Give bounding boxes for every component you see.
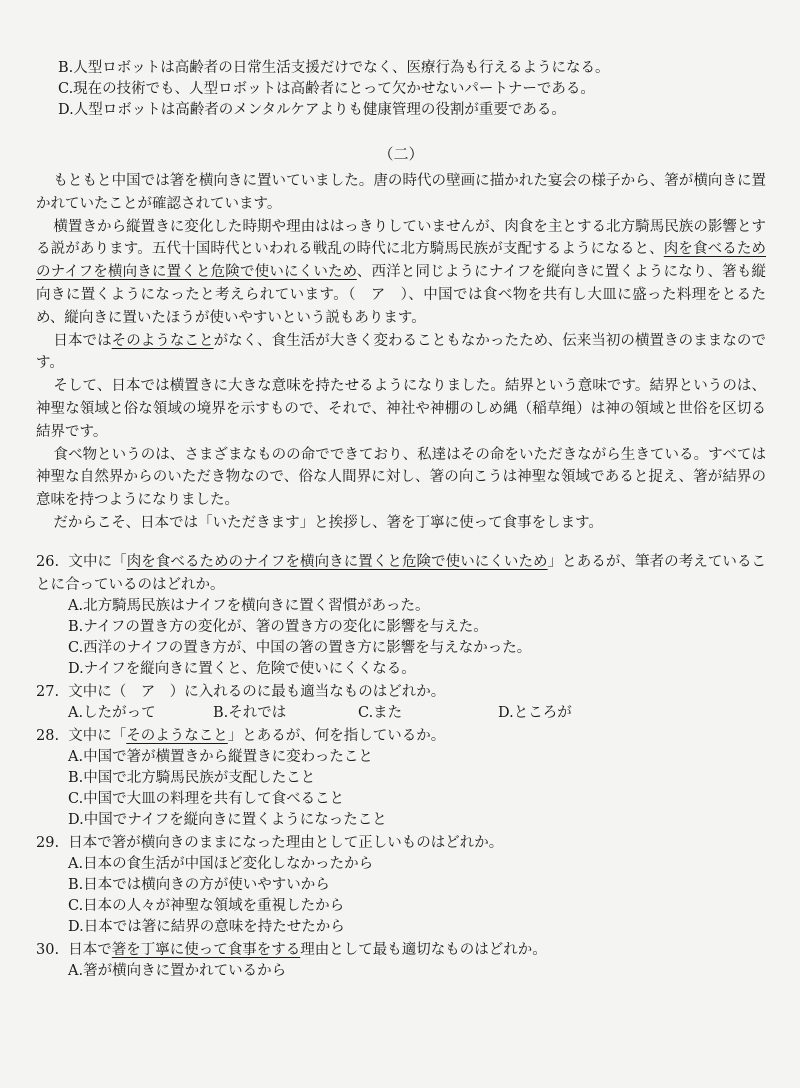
- question-30-option-a: A.箸が横向きに置かれているから: [68, 963, 287, 980]
- question-28-option-d: D.中国でナイフを縦向きに置くようになったこと: [68, 812, 387, 829]
- underlined-phrase-sonoyounakoto: そのようなこと: [111, 332, 214, 349]
- question-27-option-d: D.ところが: [498, 705, 572, 722]
- question-28-option-a: A.中国で箸が横置きから縦置きに変わったこと: [68, 749, 373, 766]
- question-27-stem: 27. 文中に（ ア ）に入れるのに最も適当なものはどれか。: [36, 684, 446, 701]
- passage-paragraph-6: だからこそ、日本では「いただきます」と挨拶し、箸を丁寧に使って食事をします。: [53, 514, 603, 531]
- question-28: [36, 726, 766, 831]
- underlined-phrase-knife: 肉を食べるためのナイフを横向きに置くと危険で使いにくいため: [36, 241, 767, 281]
- passage-paragraph-1: もともと中国では箸を横向きに置いていました。唐の時代の壁画に描かれた宴会の様子から、箸が横向きに置かれていたことが確認されています。: [36, 173, 766, 212]
- question-30: [36, 940, 766, 982]
- question-29: [36, 833, 766, 938]
- question-29-option-d: D.日本では箸に結界の意味を持たせたから: [68, 919, 345, 936]
- question-27-option-b: B.それでは: [213, 705, 287, 722]
- question-26-stem: 26. 文中に「肉を食べるためのナイフを横向きに置くと危険で使いにくいため」とあるが、筆者の考えていることに合っているのはどれか。: [36, 553, 767, 593]
- question-29-option-c: C.日本の人々が神聖な領域を重視したから: [68, 898, 345, 915]
- question-28-stem: 28. 文中に「そのようなこと」とあるが、何を指しているか。: [36, 728, 446, 745]
- question-26-option-a: A.北方騎馬民族はナイフを横向きに置く習慣があった。: [68, 598, 430, 615]
- question-28-option-c: C.中国で大皿の料理を共有して食べること: [68, 791, 345, 808]
- question-29-stem: 29. 日本で箸が横向きのままになった理由として正しいものはどれか。: [36, 835, 504, 852]
- option-b: B.人型ロボットは高齢者の日常生活支援だけでなく、医療行為も行えるようになる。: [58, 60, 610, 76]
- question-27-option-c: C.また: [358, 705, 403, 722]
- option-c: C.現在の技術でも、人型ロボットは高齢者にとって欠かせないパートナーである。: [58, 81, 595, 97]
- question-30-stem: 30. 日本で箸を丁寧に使って食事をする理由として最も適切なものはどれか。: [36, 942, 547, 959]
- passage-paragraph-3: 日本ではそのようなことがなく、食生活が大きく変わることもなかったため、伝来当初の横置きのままなのです。: [36, 332, 766, 372]
- option-d: D.人型ロボットは高齢者のメンタルケアよりも健康管理の役割が重要である。: [58, 102, 566, 118]
- question-28-option-b: B.中国で北方騎馬民族が支配したこと: [68, 770, 316, 787]
- passage-paragraph-4: そして、日本では横置きに大きな意味を持たせるようになりました。結界という意味です。結界というのは、神聖な領域と俗な領域の境界を示すもので、それで、神社や神棚のしめ縄（稲草绳）は神の領域と世俗を区切る結界です。: [36, 378, 766, 440]
- question-26-option-c: C.西洋のナイフの置き方が、中国の箸の置き方に影響を与えなかった。: [68, 640, 532, 657]
- passage-paragraph-2: 横置きから縦置きに変化した時期や理由ははっきりしていませんが、肉食を主とする北方騎馬民族の影響とする説があります。五代十国時代といわれる戦乱の時代に北方騎馬民族が支配するようになると、肉を食べるためのナイフを横向きに置くと危険で使いにくいため、西洋と同じようにナイフを縦向きに置くようになり、箸も縦向きに置くようになったと考えられています。（ ア ）、中国では食べ物を共有し大皿に盛った料理をとるため、縦向きに置いたほうが使いやすいという説もあります。: [36, 218, 767, 326]
- question-26-option-b: B.ナイフの置き方の変化が、箸の置き方の変化に影響を与えた。: [68, 619, 488, 636]
- section-title: （二）: [378, 145, 424, 163]
- question-27-options: [36, 703, 766, 724]
- previous-question-options: [36, 58, 766, 121]
- question-27-option-a: A.したがって: [68, 705, 156, 722]
- reading-passage: [36, 170, 766, 535]
- question-26-option-d: D.ナイフを縦向きに置くと、危険で使いにくくなる。: [68, 661, 416, 678]
- question-29-option-b: B.日本では横向きの方が使いやすいから: [68, 877, 330, 894]
- question-27: [36, 682, 766, 724]
- passage-paragraph-5: 食べ物というのは、さまざまなものの命でできており、私達はその命をいただきながら生きている。すべては神聖な自然界からのいただき物なので、俗な人間界に対し、箸の向こうは神聖な領域であると捉え、箸が結界の意味を持つようになりました。: [36, 446, 766, 509]
- question-29-option-a: A.日本の食生活が中国ほど変化しなかったから: [68, 856, 374, 873]
- question-26: [36, 551, 766, 681]
